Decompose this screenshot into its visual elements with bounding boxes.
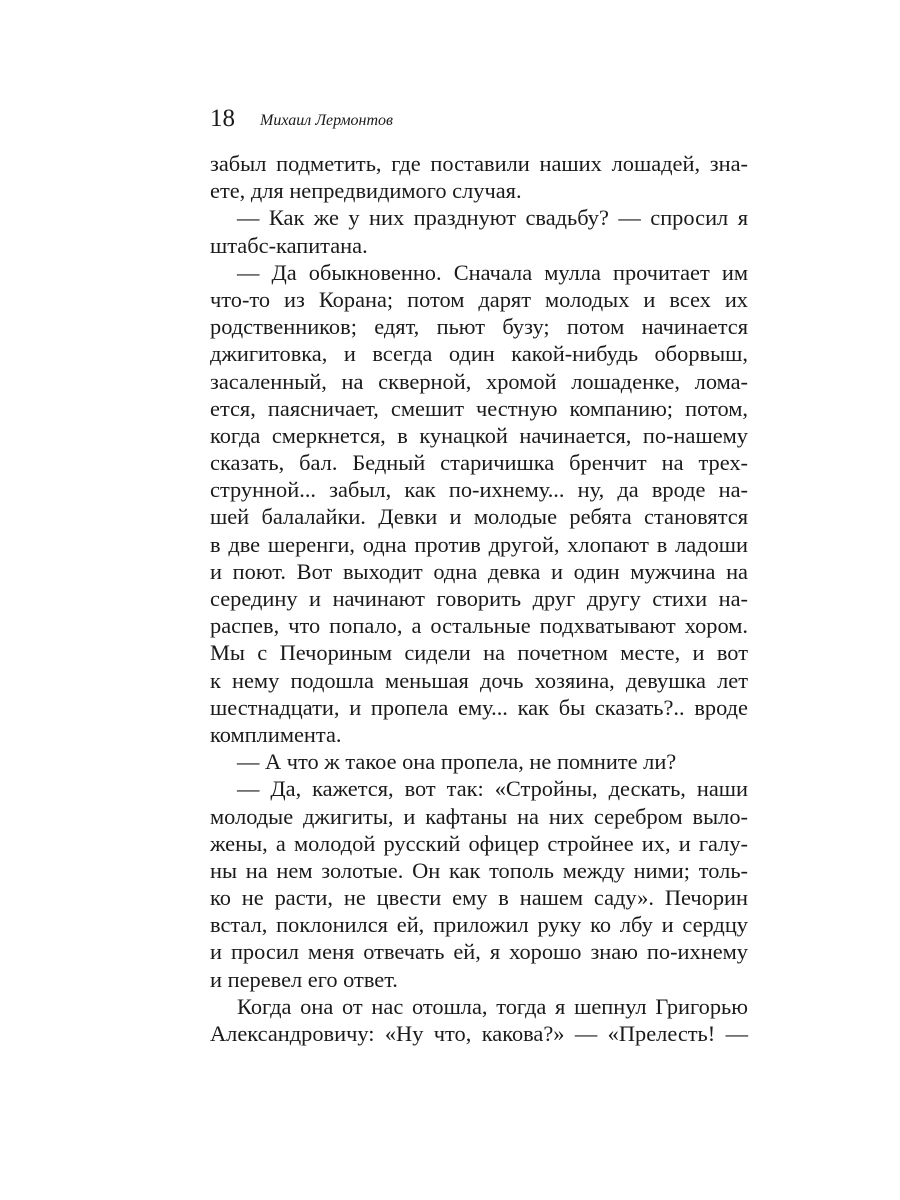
text-line: молодые джигиты, и кафтаны на них серебром выло- <box>210 803 748 829</box>
body-text <box>210 150 748 1047</box>
running-head <box>210 104 750 138</box>
text-line: Мы с Печориным сидели на почетном месте, и вот <box>210 640 748 666</box>
text-line: забыл подметить, где поставили наших лошадей, зна- <box>210 151 748 176</box>
text-line: ете, для непредвидимого случая. <box>210 178 522 204</box>
text-line: распев, что попало, а остальные подхватывают хором. <box>210 613 748 639</box>
text-line: и перевел его ответ. <box>210 966 398 992</box>
text-line: жены, а молодой русский офицер стройнее их, и галу- <box>210 830 748 856</box>
running-head-author: Михаил Лермонтов <box>260 112 393 129</box>
text-line: Александровичу: «Ну что, какова?» — «Прелесть! — <box>210 1021 748 1046</box>
text-line: к нему подошла меньшая дочь хозяина, девушка лет <box>210 667 748 693</box>
text-line: когда смеркнется, в кунацкой начинается, по-нашему <box>210 422 748 448</box>
text-line: джигитовка, и всегда один какой-нибудь оборвыш, <box>210 341 748 367</box>
text-line: штабс-капитана. <box>210 232 368 258</box>
text-line: и поют. Вот выходит одна девка и один мужчина на <box>210 558 748 584</box>
text-line: струнной... забыл, как по-ихнему... ну, да вроде на- <box>210 477 748 503</box>
text-line: ется, паясничает, смешит честную компанию; потом, <box>210 395 748 421</box>
text-line: что-то из Корана; потом дарят молодых и всех их <box>210 286 748 312</box>
text-line: середину и начинают говорить друг другу стихи на- <box>210 586 748 611</box>
text-line: ны на нем золотые. Он как тополь между ними; толь- <box>210 857 748 883</box>
text-line: и просил меня отвечать ей, я хорошо знаю по-ихнему <box>210 939 748 965</box>
page-number: 18 <box>210 105 235 132</box>
text-line: в две шеренги, одна против другой, хлопают в ладоши <box>210 531 748 557</box>
text-line: встал, поклонился ей, приложил руку ко лбу и сердцу <box>210 912 748 938</box>
text-line: засаленный, на скверной, хромой лошаденке, лома- <box>210 368 748 394</box>
text-line: шей балалайки. Девки и молодые ребята становятся <box>210 504 748 530</box>
text-line: Когда она от нас отошла, тогда я шепнул Григорью <box>237 993 748 1019</box>
text-line: — Как же у них празднуют свадьбу? — спросил я <box>237 205 748 231</box>
text-line: — А что ж такое она пропела, не помните ли? <box>237 749 677 775</box>
text-line: — Да обыкновенно. Сначала мулла прочитает им <box>237 259 748 285</box>
text-line: сказать, бал. Бедный старичишка бренчит на трех- <box>210 450 748 476</box>
text-line: шестнадцати, и пропела ему... как бы сказать?.. вроде <box>210 694 748 720</box>
text-line: — Да, кажется, вот так: «Стройны, дескать, наши <box>237 776 748 802</box>
text-line: ко не расти, не цвести ему в нашем саду». Печорин <box>210 885 748 911</box>
text-line: комплимента. <box>210 721 342 747</box>
text-line: родственников; едят, пьют бузу; потом начинается <box>210 314 748 340</box>
